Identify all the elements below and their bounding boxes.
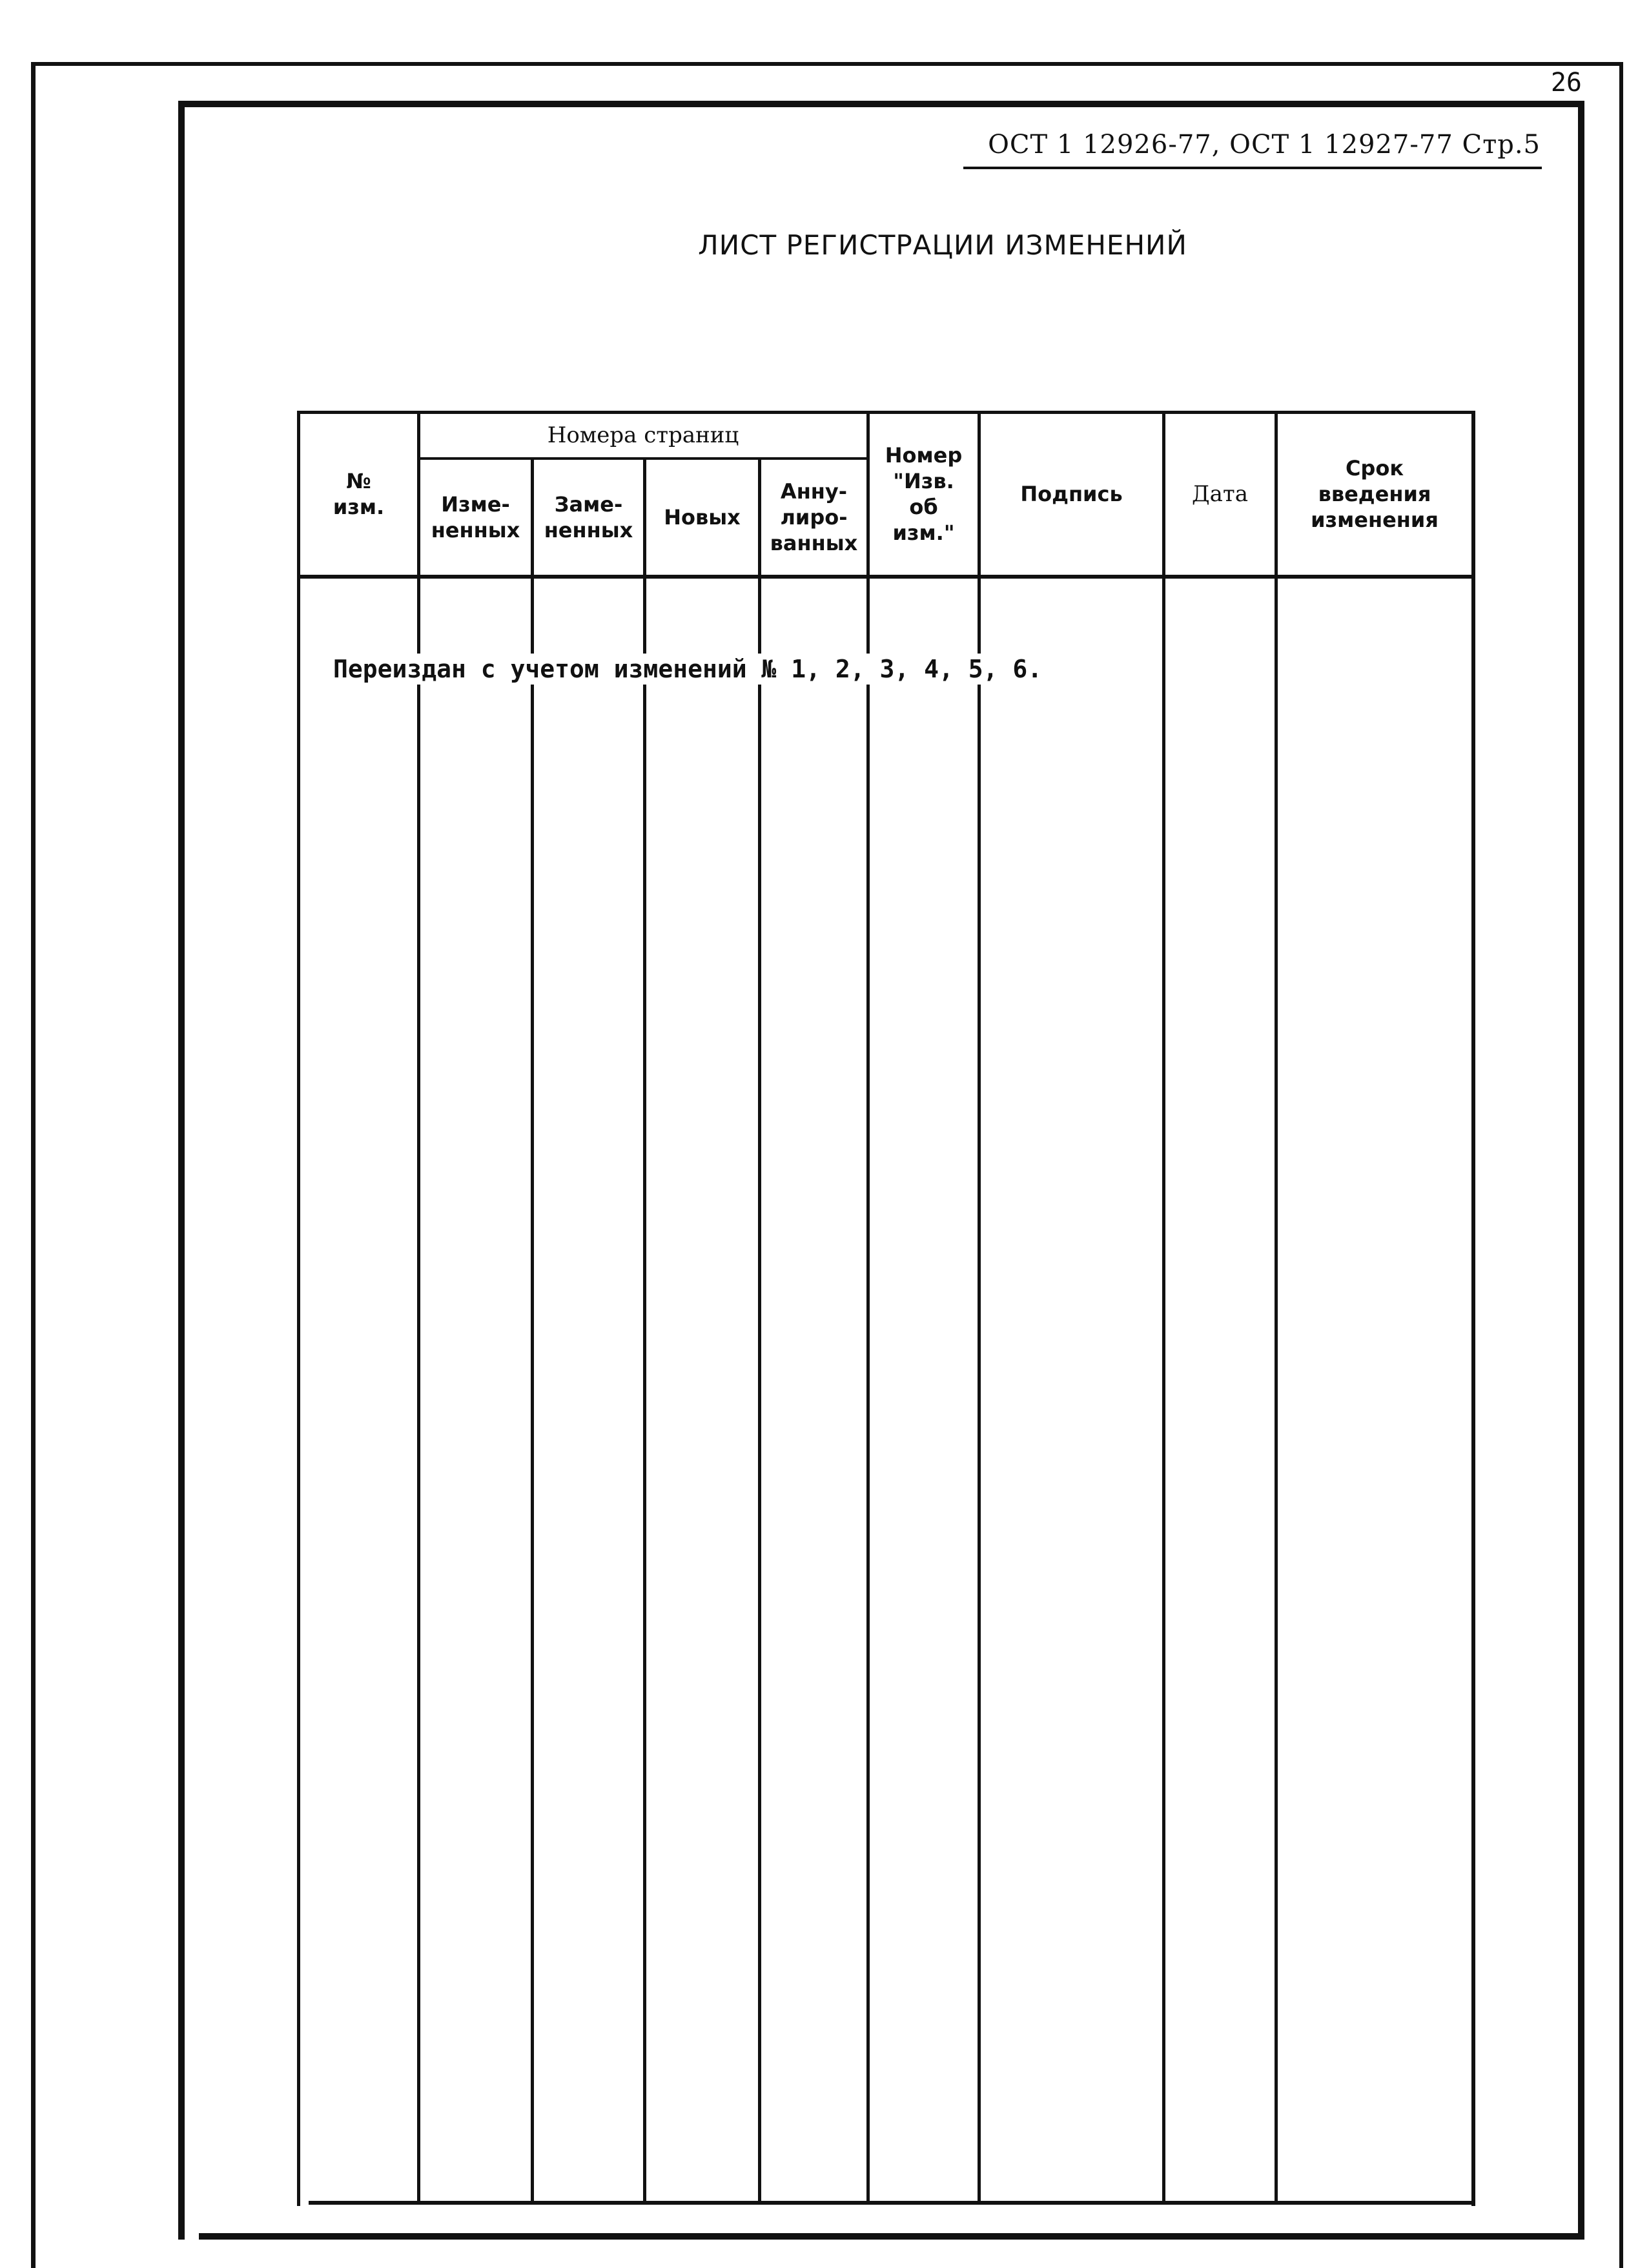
page-number: 26 bbox=[1550, 68, 1582, 98]
header-annulled-pages: Анну- лиро- ванных bbox=[770, 479, 858, 555]
header-effective-date: Срок введения изменения bbox=[1311, 456, 1439, 532]
header-change-number: № изм. bbox=[333, 469, 385, 519]
inner-frame-top bbox=[178, 101, 1584, 107]
header-replaced-pages: Заме- ненных bbox=[544, 492, 633, 542]
header-notice-number: Номер "Изв. об изм." bbox=[885, 443, 963, 545]
reissue-note: Переиздан с учетом изменений № 1, 2, 3, 4, 5, 6. bbox=[331, 654, 1045, 685]
column-divider bbox=[1162, 411, 1165, 2205]
outer-frame-left bbox=[31, 62, 36, 2268]
header-changed-pages: Изме- ненных bbox=[431, 492, 520, 542]
table-border-left bbox=[297, 411, 300, 2206]
column-divider bbox=[643, 457, 646, 2205]
outer-frame-right bbox=[1619, 62, 1623, 2268]
header-page-numbers-group: Номера страниц bbox=[547, 422, 739, 448]
table-border-right bbox=[1471, 411, 1475, 2206]
outer-frame-top bbox=[31, 62, 1623, 66]
header-new-pages: Новых bbox=[664, 505, 741, 530]
header-date: Дата bbox=[1192, 481, 1248, 507]
header-signature: Подпись bbox=[1020, 482, 1123, 506]
inner-frame-bottom bbox=[199, 2233, 1584, 2240]
table-border-bottom bbox=[309, 2201, 1475, 2205]
column-divider bbox=[1275, 411, 1278, 2205]
column-divider bbox=[531, 457, 534, 2205]
inner-frame-right bbox=[1578, 101, 1584, 2240]
document-code-underline bbox=[963, 167, 1542, 169]
column-divider bbox=[758, 457, 761, 2205]
table-header-divider bbox=[297, 575, 1475, 579]
sheet-title: ЛИСТ РЕГИСТРАЦИИ ИЗМЕНЕНИЙ bbox=[698, 229, 1187, 261]
document-code: ОСТ 1 12926-77, ОСТ 1 12927-77 Стр.5 bbox=[988, 130, 1541, 160]
inner-frame-left bbox=[178, 101, 185, 2240]
